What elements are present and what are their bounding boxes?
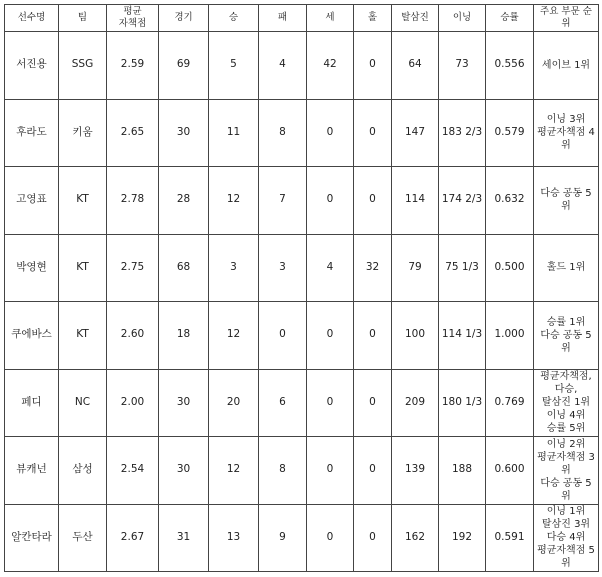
- cell-team: 삼성: [59, 437, 107, 505]
- cell-team: KT: [59, 302, 107, 370]
- cell-wins: 12: [209, 167, 259, 235]
- cell-wins: 3: [209, 234, 259, 302]
- cell-name: 뷰캐넌: [5, 437, 59, 505]
- header-losses: 패: [259, 5, 307, 32]
- table-row: [5, 99, 599, 167]
- header-saves: 세: [307, 5, 354, 32]
- cell-losses: 4: [259, 32, 307, 100]
- cell-rank: 이닝 1위 탈삼진 3위 다승 4위 평균자책점 5위: [534, 504, 599, 572]
- cell-saves: 0: [307, 167, 354, 235]
- cell-innings: 180 1/3: [439, 369, 486, 437]
- cell-innings: 75 1/3: [439, 234, 486, 302]
- cell-win-pct: 0.591: [486, 504, 534, 572]
- cell-rank: 홀드 1위: [534, 234, 599, 302]
- cell-team: KT: [59, 167, 107, 235]
- cell-holds: 0: [354, 99, 392, 167]
- header-holds: 홀: [354, 5, 392, 32]
- pitcher-stats-table: [4, 4, 599, 572]
- cell-wins: 13: [209, 504, 259, 572]
- cell-era: 2.00: [107, 369, 159, 437]
- cell-innings: 73: [439, 32, 486, 100]
- cell-name: 고영표: [5, 167, 59, 235]
- cell-strikeouts: 79: [392, 234, 439, 302]
- cell-win-pct: 0.600: [486, 437, 534, 505]
- cell-name: 서진용: [5, 32, 59, 100]
- cell-holds: 32: [354, 234, 392, 302]
- cell-losses: 0: [259, 302, 307, 370]
- cell-losses: 8: [259, 437, 307, 505]
- header-player-name: 선수명: [5, 5, 59, 32]
- cell-innings: 192: [439, 504, 486, 572]
- cell-win-pct: 0.579: [486, 99, 534, 167]
- cell-games: 28: [159, 167, 209, 235]
- cell-rank: 다승 공동 5위: [534, 167, 599, 235]
- cell-name: 쿠에바스: [5, 302, 59, 370]
- cell-holds: 0: [354, 504, 392, 572]
- cell-win-pct: 0.769: [486, 369, 534, 437]
- table-row: [5, 167, 599, 235]
- cell-saves: 0: [307, 99, 354, 167]
- cell-games: 68: [159, 234, 209, 302]
- header-win-pct: 승률: [486, 5, 534, 32]
- cell-saves: 4: [307, 234, 354, 302]
- table-row: [5, 32, 599, 100]
- cell-era: 2.60: [107, 302, 159, 370]
- cell-losses: 6: [259, 369, 307, 437]
- cell-saves: 0: [307, 302, 354, 370]
- cell-holds: 0: [354, 32, 392, 100]
- header-era: 평균 자책점: [107, 5, 159, 32]
- cell-rank: 평균자책점, 다승, 탈삼진 1위 이닝 4위 승률 5위: [534, 369, 599, 437]
- cell-innings: 114 1/3: [439, 302, 486, 370]
- header-strikeouts: 탈삼진: [392, 5, 439, 32]
- cell-strikeouts: 139: [392, 437, 439, 505]
- table-row: [5, 369, 599, 437]
- table-body: [5, 32, 599, 572]
- cell-saves: 0: [307, 504, 354, 572]
- cell-era: 2.75: [107, 234, 159, 302]
- cell-name: 페디: [5, 369, 59, 437]
- cell-rank: 이닝 2위 평균자책점 3위 다승 공동 5위: [534, 437, 599, 505]
- cell-games: 31: [159, 504, 209, 572]
- cell-games: 69: [159, 32, 209, 100]
- cell-strikeouts: 162: [392, 504, 439, 572]
- cell-saves: 0: [307, 369, 354, 437]
- cell-games: 30: [159, 99, 209, 167]
- cell-rank: 이닝 3위 평균자책점 4위: [534, 99, 599, 167]
- header-row: [5, 5, 599, 32]
- cell-losses: 8: [259, 99, 307, 167]
- cell-strikeouts: 100: [392, 302, 439, 370]
- table-row: [5, 504, 599, 572]
- header-games: 경기: [159, 5, 209, 32]
- cell-strikeouts: 209: [392, 369, 439, 437]
- cell-losses: 7: [259, 167, 307, 235]
- cell-strikeouts: 147: [392, 99, 439, 167]
- cell-rank: 세이브 1위: [534, 32, 599, 100]
- cell-team: SSG: [59, 32, 107, 100]
- cell-win-pct: 0.556: [486, 32, 534, 100]
- cell-era: 2.65: [107, 99, 159, 167]
- cell-era: 2.78: [107, 167, 159, 235]
- header-wins: 승: [209, 5, 259, 32]
- cell-holds: 0: [354, 437, 392, 505]
- cell-name: 박영현: [5, 234, 59, 302]
- cell-team: 두산: [59, 504, 107, 572]
- cell-rank: 승률 1위 다승 공동 5위: [534, 302, 599, 370]
- cell-name: 후라도: [5, 99, 59, 167]
- cell-win-pct: 0.500: [486, 234, 534, 302]
- cell-losses: 3: [259, 234, 307, 302]
- cell-wins: 20: [209, 369, 259, 437]
- cell-win-pct: 0.632: [486, 167, 534, 235]
- cell-era: 2.67: [107, 504, 159, 572]
- cell-innings: 174 2/3: [439, 167, 486, 235]
- header-innings: 이닝: [439, 5, 486, 32]
- table-row: [5, 302, 599, 370]
- cell-era: 2.59: [107, 32, 159, 100]
- cell-holds: 0: [354, 302, 392, 370]
- cell-name: 알칸타라: [5, 504, 59, 572]
- cell-team: KT: [59, 234, 107, 302]
- cell-win-pct: 1.000: [486, 302, 534, 370]
- table-row: [5, 234, 599, 302]
- table-row: [5, 437, 599, 505]
- cell-wins: 12: [209, 302, 259, 370]
- cell-innings: 183 2/3: [439, 99, 486, 167]
- cell-saves: 42: [307, 32, 354, 100]
- header-main-rankings: 주요 부문 순위: [534, 5, 599, 32]
- cell-games: 18: [159, 302, 209, 370]
- cell-holds: 0: [354, 167, 392, 235]
- cell-wins: 5: [209, 32, 259, 100]
- cell-holds: 0: [354, 369, 392, 437]
- cell-wins: 11: [209, 99, 259, 167]
- cell-strikeouts: 114: [392, 167, 439, 235]
- cell-era: 2.54: [107, 437, 159, 505]
- cell-innings: 188: [439, 437, 486, 505]
- header-team: 팀: [59, 5, 107, 32]
- cell-strikeouts: 64: [392, 32, 439, 100]
- cell-wins: 12: [209, 437, 259, 505]
- cell-games: 30: [159, 437, 209, 505]
- cell-games: 30: [159, 369, 209, 437]
- cell-team: NC: [59, 369, 107, 437]
- cell-saves: 0: [307, 437, 354, 505]
- cell-team: 키움: [59, 99, 107, 167]
- cell-losses: 9: [259, 504, 307, 572]
